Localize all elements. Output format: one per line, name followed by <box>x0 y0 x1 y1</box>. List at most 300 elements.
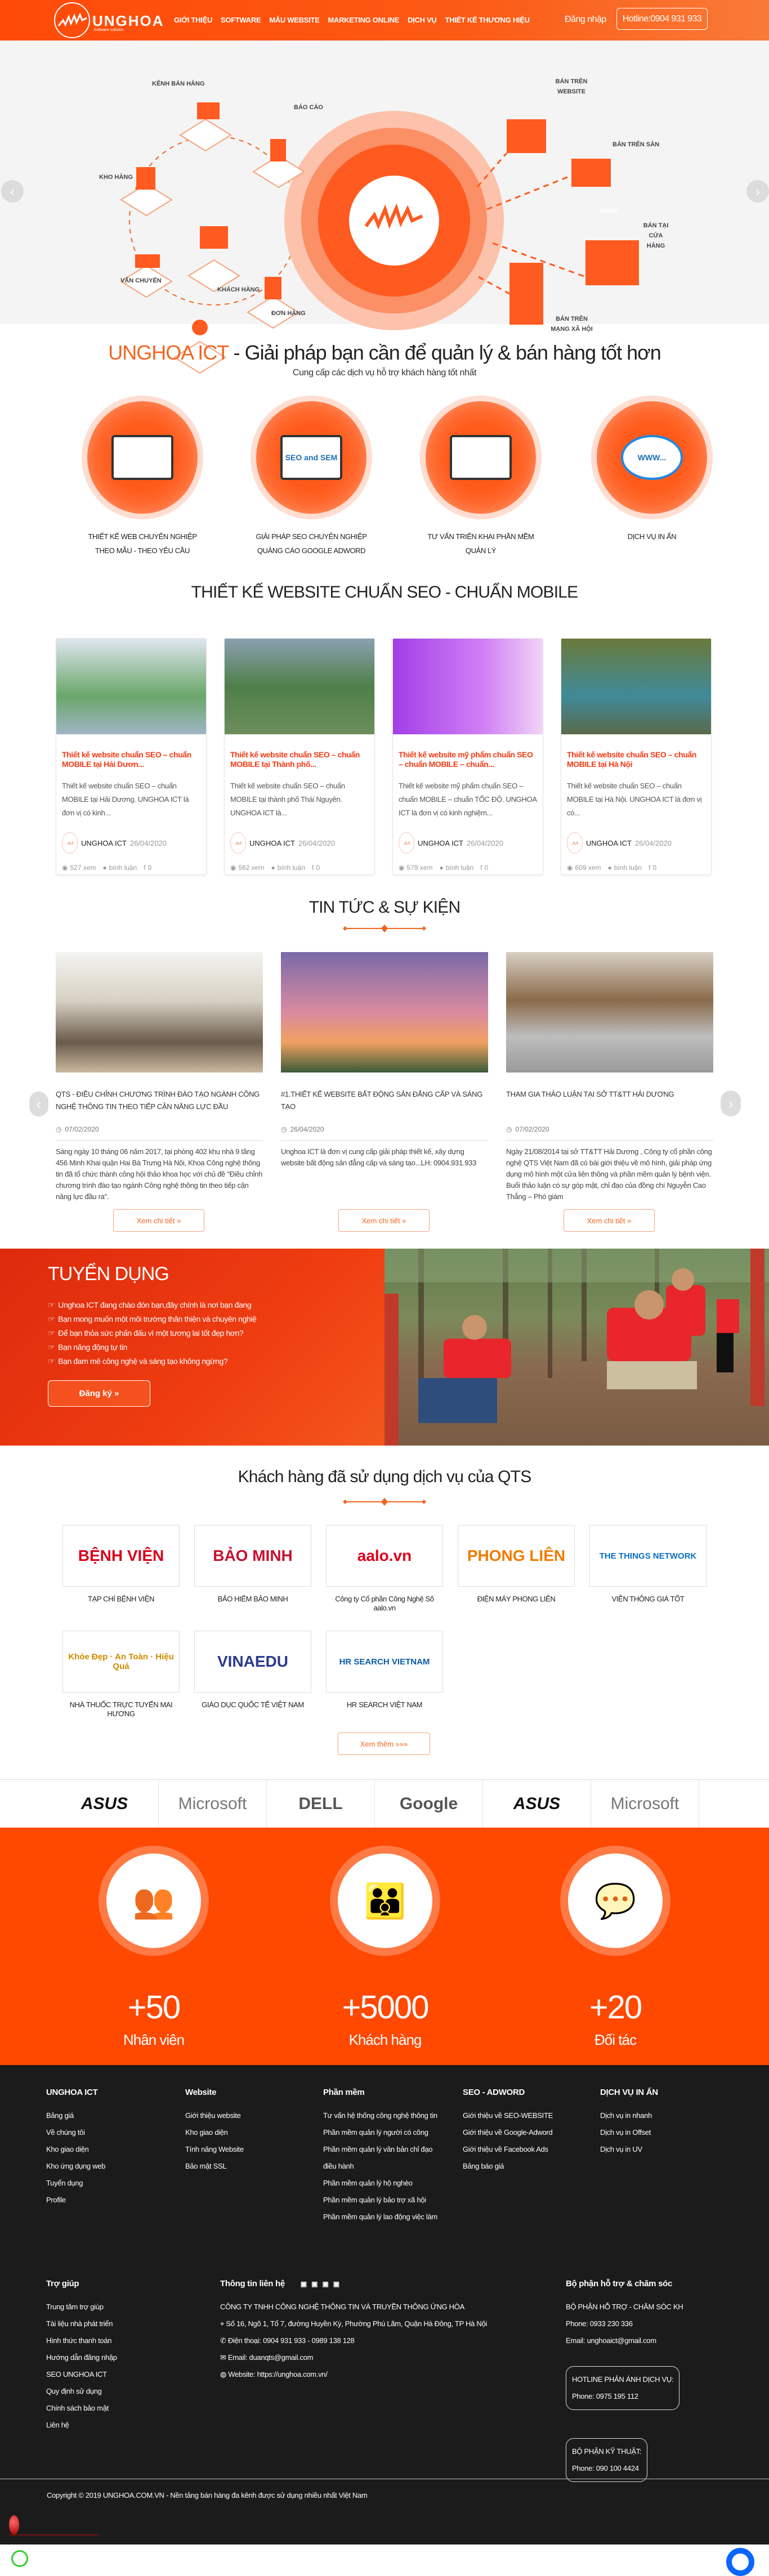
recruitment-list <box>48 1298 256 1368</box>
service-label <box>408 529 554 558</box>
news-excerpt: Ngày 21/08/2014 tại sở TT&TT Hải Dương , Công ty cổ phần công nghệ QTS Việt Nam đã có bài giới thiệu về mô hình, giải pháp ứng dụng mô hình một cửa liên thông và phần mềm quản lý bệnh viện. Buổi thảo luận có sự góp mặt, chỉ đạo của đồng chí Nguyễn Cao Thắng – Phó giám <box>506 1147 712 1201</box>
post-date: 26/04/2020 <box>634 838 672 847</box>
clock-icon: ◷ <box>506 1125 512 1133</box>
footer-contact-title <box>220 2279 547 2288</box>
client-logo-text: PHONG LIÊN <box>467 1547 566 1564</box>
hotline-phone: Phone: 0975 195 112 <box>572 2392 638 2400</box>
hero-illustration <box>0 41 769 324</box>
recruitment-item-text: Bạn năng động tự tin <box>58 1343 127 1352</box>
footer-help-title: Trợ giúp <box>46 2279 79 2288</box>
nav-item[interactable]: MARKETING ONLINE <box>328 16 400 24</box>
chevron-right-icon: › <box>755 182 761 200</box>
partner-logo[interactable] <box>591 1780 699 1828</box>
nav-item[interactable]: SOFTWARE <box>221 16 261 24</box>
client-name: VIỄN THÔNG GIÁ TỐT <box>611 1595 685 1603</box>
partner-logo[interactable] <box>267 1780 375 1828</box>
footer-link[interactable]: Giới thiệu về Google-Adword <box>463 2128 553 2137</box>
footer-link[interactable]: Phần mềm quản lý lao động việc làm <box>323 2213 437 2221</box>
hero-next-button[interactable] <box>746 180 769 203</box>
author-avatar-icon: ⩘⩘ <box>62 832 78 854</box>
eye-stat <box>567 864 601 872</box>
footer-link[interactable]: Kho ứng dụng web <box>46 2162 106 2170</box>
card-image[interactable] <box>561 639 711 734</box>
stat-item <box>531 1846 700 2049</box>
client-logo-text: aalo.vn <box>357 1547 412 1564</box>
client-logo[interactable] <box>194 1631 311 1693</box>
client-item[interactable] <box>458 1525 575 1604</box>
web-card[interactable] <box>392 638 543 875</box>
hero-label: BÁN TRÊN WEBSITE <box>555 78 588 95</box>
stat-label: Đối tác <box>594 2031 636 2048</box>
contact-title-text: Thông tin liên hệ <box>220 2279 285 2288</box>
devices-icon <box>87 401 198 514</box>
hero-label: BÁN TRÊN MẠNG XÃ HỘI <box>551 316 593 333</box>
client-item[interactable] <box>62 1525 180 1604</box>
author-name: UNGHOA ICT <box>249 838 295 847</box>
footer-link[interactable]: Kho giao diện <box>46 2145 89 2153</box>
email-text[interactable]: Email: duanqts@gmail.com <box>227 2353 314 2362</box>
client-item[interactable] <box>326 1525 443 1613</box>
map-pin-icon: ⌖ <box>220 2319 226 2328</box>
partner-logo[interactable] <box>483 1780 591 1828</box>
hero-label: VẬN CHUYỂN <box>120 277 162 284</box>
comment-icon: ● <box>439 864 444 872</box>
client-logo[interactable] <box>62 1525 180 1587</box>
recruitment-panel <box>0 1249 384 1446</box>
card-author <box>399 832 537 854</box>
logo-text[interactable]: UNGHOA <box>92 12 164 29</box>
seo-laptop-icon <box>256 401 366 514</box>
comment-icon: ● <box>271 864 275 872</box>
read-more-button[interactable]: Xem chi tiết » <box>564 1209 655 1232</box>
thumbs-up-icon: ☞ <box>48 1300 55 1309</box>
hero-label: KHO HÀNG <box>99 174 133 181</box>
logo-tagline: Software solution <box>93 28 124 32</box>
footer-link[interactable]: Tài liệu nhà phát triển <box>46 2319 113 2328</box>
partner-logo-text: Google <box>399 1794 458 1813</box>
twitter-icon[interactable]: ▣ <box>311 2280 323 2288</box>
footer-link[interactable]: Hướng dẫn đăng nhập <box>46 2353 117 2362</box>
service-image: SEO and SEM <box>280 435 342 480</box>
card-excerpt: Thiết kế website chuẩn SEO – chuẩn MOBILE tại Hải Dương. UNGHOA ICT là đơn vị có kinh... <box>62 782 189 817</box>
email[interactable] <box>220 2349 547 2366</box>
register-button[interactable]: Đăng ký » <box>48 1380 150 1407</box>
news-date <box>56 1125 263 1141</box>
card-title[interactable]: Thiết kế website chuẩn SEO – chuẩn MOBILE tại Hải Dươn... <box>62 750 191 769</box>
footer-link[interactable]: Bảo mật SSL <box>185 2162 227 2170</box>
partner-logo-text: DELL <box>298 1794 343 1813</box>
divider-ornament <box>339 925 430 932</box>
support-phone: Phone: 0933 230 336 <box>566 2319 633 2328</box>
footer-link[interactable]: Liên hệ <box>46 2421 69 2429</box>
hero-prev-button[interactable] <box>1 180 24 203</box>
footer-column <box>323 2088 444 2225</box>
footer-link[interactable]: Giới thiệu website <box>185 2111 241 2120</box>
support-title: Bộ phận hỗ trợ & chăm sóc <box>566 2279 673 2288</box>
recruitment-item-text: Bạn mong muốn một môi trường thân thiện và chuyên nghiệ <box>58 1314 257 1323</box>
footer-link[interactable]: Phần mềm quản lý văn bản chỉ đạo điều hành <box>323 2145 433 2170</box>
recruitment-item <box>48 1326 256 1340</box>
phone <box>220 2332 547 2349</box>
hero-label: BÁN TRÊN SÀN <box>612 141 660 148</box>
comments-count: bình luận <box>277 864 306 872</box>
divider-ornament <box>339 1498 430 1506</box>
footer-column-title: DỊCH VỤ IN ẤN <box>600 2088 658 2097</box>
post-date: 26/04/2020 <box>466 838 503 847</box>
stats-section <box>0 1828 769 2065</box>
login-link[interactable]: Đăng nhập <box>565 15 606 24</box>
service-label-line1: GIẢI PHÁP SEO CHUYÊN NGHIỆP <box>256 532 367 541</box>
chevron-left-icon: ‹ <box>10 182 15 200</box>
clock-icon: ◷ <box>281 1125 287 1133</box>
partner-logo-text: Microsoft <box>610 1794 679 1813</box>
news-date-text: 07/02/2020 <box>515 1125 549 1133</box>
mail-icon: ✉ <box>220 2353 228 2362</box>
service-item[interactable] <box>408 401 554 558</box>
customers-crowd-icon: 👪 <box>364 1882 406 1920</box>
web-card[interactable] <box>224 638 375 875</box>
nav-item[interactable]: THIẾT KẾ THƯƠNG HIỆU <box>445 16 530 24</box>
footer-link[interactable]: Tính năng Website <box>185 2145 244 2153</box>
chat-widget-icon[interactable] <box>11 2550 28 2567</box>
hotline-title: HOTLINE PHẢN ÁNH DỊCH VỤ: <box>572 2375 674 2384</box>
service-image: WWW... <box>621 435 683 480</box>
service-label-line2: THEO MẪU - THEO YÊU CẦU <box>95 546 190 555</box>
chevron-left-icon: ‹ <box>36 1095 42 1112</box>
recruitment-item <box>48 1354 256 1368</box>
footer-link[interactable]: Hình thức thanh toán <box>46 2336 112 2345</box>
main-nav <box>174 16 530 24</box>
card-stats <box>399 864 537 872</box>
card-title[interactable]: Thiết kế website chuẩn SEO – chuẩn MOBILE tại Hà Nội <box>567 750 696 769</box>
client-logo[interactable] <box>589 1525 707 1587</box>
footer-column <box>46 2088 159 2209</box>
views-count: 579 xem <box>406 864 433 872</box>
hero-label: KÊNH BÁN HÀNG <box>152 80 205 87</box>
client-item[interactable] <box>62 1631 180 1718</box>
card-image[interactable] <box>56 639 206 734</box>
news-excerpt: Sáng ngày 10 tháng 06 năm 2017, tại phòng 402 khu nhà 9 tầng 456 Minh Khai quận Hai Bà Trưng Hà Nội, Khoa Công nghệ thông tin đã tổ chức thành công hội thảo khoa học với chủ đề "Điều chỉnh chương trình đào tạo ngành Công nghệ thông tin theo tiếp cận năng lực đầu ra". <box>56 1147 263 1201</box>
footer-column-title: UNGHOA ICT <box>46 2088 98 2097</box>
footer-link[interactable]: SEO UNGHOA ICT <box>46 2370 107 2378</box>
footer-link[interactable]: Giới thiệu về SEO-WEBSITE <box>463 2111 553 2120</box>
nav-item[interactable]: MẪU WEBSITE <box>269 16 320 24</box>
card-excerpt: Thiết kế website mỹ phẩm chuẩn SEO – chuẩn MOBILE – chuẩn TỐC ĐỘ. UNGHOA ICT là đơn vị có kinh nghiệm... <box>399 782 537 817</box>
client-item[interactable] <box>589 1525 707 1604</box>
client-logo[interactable] <box>326 1525 443 1587</box>
comments-count: bình luận <box>445 864 474 872</box>
facebook-icon[interactable]: ▣ <box>300 2280 312 2288</box>
client-logo[interactable] <box>62 1631 180 1693</box>
globe-www-icon <box>597 401 707 514</box>
facebook-icon: f <box>144 864 146 872</box>
client-logo[interactable] <box>458 1525 575 1587</box>
facebook-stat <box>144 864 151 872</box>
hero-label: KHÁCH HÀNG <box>217 286 260 293</box>
client-logo-text: BỆNH VIỆN <box>78 1547 164 1564</box>
news-date <box>506 1125 713 1141</box>
news-prev-button[interactable] <box>29 1092 48 1116</box>
footer-link[interactable]: Dịch vụ in Offset <box>600 2128 651 2137</box>
footer-link[interactable]: Dịch vụ in nhanh <box>600 2111 652 2120</box>
client-item[interactable] <box>194 1631 311 1709</box>
stat-item <box>301 1846 470 2049</box>
web-section-title: THIẾT KẾ WEBSITE CHUẨN SEO - CHUẨN MOBILE <box>191 583 578 602</box>
hero-label: BÁO CÁO <box>294 104 323 111</box>
service-label-line2: QUẢN LÝ <box>465 546 497 555</box>
youtube-icon[interactable]: ▣ <box>333 2280 345 2288</box>
news-title[interactable]: QTS - ĐIỀU CHỈNH CHƯƠNG TRÌNH ĐÀO TẠO NGÀNH CÔNG NGHỆ THÔNG TIN THEO TIẾP CẬN NĂNG LỰC ĐẦU <box>56 1090 260 1111</box>
footer-link[interactable]: Quy định sử dụng <box>46 2387 102 2395</box>
apps-laptop-icon <box>426 401 536 514</box>
facebook-icon: f <box>649 864 651 872</box>
hero-label: BÁN TẠI CỬA HÀNG <box>643 222 669 249</box>
team-photo-image <box>384 1249 769 1446</box>
client-logo-text: VINAEDU <box>217 1653 288 1670</box>
post-date: 26/04/2020 <box>129 838 167 847</box>
card-image[interactable] <box>393 639 543 734</box>
eye-stat <box>62 864 96 872</box>
footer-link[interactable]: Phần mềm quản lý bảo trợ xã hội <box>323 2196 426 2204</box>
read-more-button[interactable]: Xem chi tiết » <box>338 1209 430 1232</box>
client-item[interactable] <box>194 1525 311 1604</box>
clock-icon: ◷ <box>56 1125 62 1133</box>
thumbs-up-icon: ☞ <box>48 1357 55 1366</box>
news-next-button[interactable] <box>721 1090 741 1116</box>
fb-count: 0 <box>147 864 152 872</box>
client-logo-text: HR SEARCH VIETNAM <box>339 1657 430 1667</box>
service-image <box>111 435 173 480</box>
card-stats <box>230 864 369 872</box>
news-section-title: TIN TỨC & SỰ KIỆN <box>309 898 460 917</box>
partner-logo[interactable] <box>51 1780 159 1828</box>
footer-link[interactable]: Bảng giá <box>46 2111 74 2120</box>
website[interactable] <box>220 2366 547 2383</box>
footer-link[interactable]: Bảng báo giá <box>463 2162 504 2170</box>
card-stats <box>62 864 200 872</box>
author-avatar-icon: ⩘⩘ <box>567 832 583 854</box>
see-more-button[interactable]: Xem thêm »»» <box>338 1733 430 1755</box>
news-item <box>281 952 488 1232</box>
logo-icon[interactable] <box>54 2 90 38</box>
service-label-line1: TƯ VẤN TRIỂN KHAI PHẦN MỀM <box>427 532 534 541</box>
globe-icon: ◍ <box>220 2370 229 2378</box>
comment-stat <box>608 864 642 872</box>
address <box>220 2315 547 2332</box>
fb-count: 0 <box>484 864 489 872</box>
footer-link[interactable]: Trung tâm trợ giúp <box>46 2303 104 2311</box>
news-image[interactable] <box>281 952 488 1072</box>
partner-logo[interactable] <box>375 1780 483 1828</box>
recruitment-item <box>48 1312 256 1326</box>
website-link[interactable]: Website: https://unghoa.com.vn/ <box>228 2370 328 2378</box>
client-logo[interactable] <box>194 1525 311 1587</box>
facebook-stat <box>312 864 320 872</box>
client-name: Công ty Cổ phần Công Nghệ Số aalo.vn <box>335 1595 434 1612</box>
tech-title: BỘ PHẬN KỸ THUẬT: <box>572 2447 642 2456</box>
client-name: GIÁO DỤC QUỐC TẾ VIỆT NAM <box>202 1700 304 1709</box>
footer-link[interactable]: Tư vấn hệ thống công nghệ thông tin <box>323 2111 437 2120</box>
hotline-button[interactable]: Hotline:0904 931 933 <box>616 8 708 30</box>
service-label-line1: DỊCH VỤ IN ẤN <box>627 532 677 541</box>
partners-strip <box>0 1779 769 1828</box>
service-label <box>579 529 725 544</box>
stat-value: +5000 <box>342 1989 428 2026</box>
chevron-right-icon: › <box>728 1094 734 1112</box>
company-name: CÔNG TY TNHH CÔNG NGHỆ THÔNG TIN VÀ TRUYỀN THÔNG ỨNG HÒA <box>220 2303 464 2311</box>
client-name: TẠP CHÍ BỆNH VIỆN <box>88 1595 154 1603</box>
hero-slider <box>0 41 769 333</box>
thumbs-up-icon: ☞ <box>48 1314 55 1323</box>
footer-column <box>600 2088 713 2158</box>
team-photo <box>384 1249 769 1446</box>
eye-icon: ◉ <box>62 864 68 872</box>
card-author <box>230 832 369 854</box>
footer-link[interactable]: Kho giao diện <box>185 2128 228 2137</box>
help-links <box>46 2299 117 2434</box>
news-image[interactable] <box>56 952 263 1072</box>
stat-label: Nhân viên <box>123 2031 185 2048</box>
eye-icon: ◉ <box>567 864 573 872</box>
author-name: UNGHOA ICT <box>81 838 127 847</box>
intro-title-text: - Giải pháp bạn cần để quản lý & bán hàng tốt hơn <box>228 341 661 364</box>
phone-text: Điện thoại: 0904 931 933 - 0989 138 128 <box>227 2336 355 2345</box>
stat-value: +50 <box>127 1989 180 2026</box>
client-logo[interactable] <box>326 1631 443 1693</box>
footer-link[interactable]: Chính sách bảo mật <box>46 2404 109 2412</box>
eye-icon: ◉ <box>399 864 405 872</box>
service-item[interactable] <box>238 401 384 558</box>
footer-column <box>463 2088 575 2175</box>
partner-chat-icon: 💬 <box>594 1882 637 1920</box>
facebook-stat <box>649 864 656 872</box>
facebook-icon: f <box>312 864 314 872</box>
service-label <box>238 529 384 558</box>
intro-brand: UNGHOA ICT <box>108 341 229 364</box>
author-name: UNGHOA ICT <box>418 838 463 847</box>
stat-label: Khách hàng <box>348 2031 422 2048</box>
news-image[interactable] <box>506 952 713 1072</box>
views-count: 609 xem <box>575 864 601 872</box>
facebook-icon: f <box>480 864 482 872</box>
footer-link[interactable]: Profile <box>46 2196 66 2204</box>
card-author <box>62 832 200 854</box>
comments-count: bình luận <box>109 864 137 872</box>
nav-item[interactable]: GIỚI THIỆU <box>174 16 213 24</box>
service-image <box>450 435 512 480</box>
web-card[interactable] <box>561 638 712 875</box>
hotline-box <box>566 2366 679 2410</box>
footer-contact <box>220 2279 547 2383</box>
card-excerpt: Thiết kế website chuẩn SEO – chuẩn MOBILE tại Hà Nội. UNGHOA ICT là đơn vị có... <box>567 782 702 817</box>
stat-circle <box>560 1846 670 1956</box>
footer-column-title: SEO - ADWORD <box>463 2088 525 2097</box>
footer-link[interactable]: Tuyển dụng <box>46 2179 83 2187</box>
service-label-line1: THIẾT KẾ WEB CHUYÊN NGHIỆP <box>88 532 197 541</box>
footer-column-title: Website <box>185 2088 217 2097</box>
client-name: NHÀ THUỐC TRỰC TUYẾN MAI HƯƠNG <box>69 1700 173 1718</box>
recruitment-item-text: Bạn đam mê công nghệ và sáng tạo không ngừng? <box>58 1357 228 1366</box>
hero-label: ĐƠN HÀNG <box>271 310 306 317</box>
card-title[interactable]: Thiết kế website chuẩn SEO – chuẩn MOBILE tại Thành phố... <box>230 750 360 769</box>
views-count: 562 xem <box>238 864 265 872</box>
footer-link[interactable]: Dịch vụ in UV <box>600 2145 642 2153</box>
footer-help <box>46 2279 117 2434</box>
client-logo-text: Khỏe Đẹp · An Toàn · Hiệu Quả <box>68 1652 174 1671</box>
footer-link[interactable]: Về chúng tôi <box>46 2128 85 2137</box>
fb-count: 0 <box>316 864 320 872</box>
comment-stat <box>271 864 306 872</box>
service-item[interactable] <box>579 401 725 544</box>
client-item[interactable] <box>326 1631 443 1709</box>
partner-logo[interactable] <box>159 1780 267 1828</box>
author-avatar-icon: ⩘⩘ <box>399 832 414 854</box>
staff-group-icon: 👥 <box>132 1882 175 1920</box>
intro-title <box>0 341 769 365</box>
tech-phone: Phone: 090 100 4424 <box>572 2464 639 2472</box>
service-label <box>69 529 216 558</box>
support-email[interactable]: Email: unghoaict@gmail.com <box>566 2336 656 2345</box>
card-stats <box>567 864 705 872</box>
facebook-stat <box>480 864 488 872</box>
partner-logo-text: ASUS <box>513 1794 561 1813</box>
nav-item[interactable]: DỊCH VỤ <box>408 16 437 24</box>
card-excerpt: Thiết kế website chuẩn SEO – chuẩn MOBILE tại thành phố Thái Nguyên. UNGHOA ICT là... <box>230 782 345 817</box>
news-date-text: 07/02/2020 <box>65 1125 99 1133</box>
counter-widget[interactable] <box>9 2515 99 2535</box>
client-name: HR SEARCH VIỆT NAM <box>346 1700 423 1709</box>
card-author <box>567 832 705 854</box>
messenger-widget-icon[interactable] <box>726 2548 754 2576</box>
card-title[interactable]: Thiết kế website mỹ phẩm chuẩn SEO – chuẩn MOBILE – chuẩn... <box>399 750 533 769</box>
phone-icon: ✆ <box>220 2336 228 2345</box>
comments-count: bình luận <box>614 864 642 872</box>
web-card[interactable] <box>56 638 207 875</box>
client-name: BẢO HIỂM BẢO MINH <box>217 1595 288 1603</box>
recruitment-item <box>48 1340 256 1354</box>
eye-stat <box>230 864 265 872</box>
header <box>0 0 769 41</box>
support-dept: BỘ PHẬN HỖ TRỢ - CHĂM SÓC KH <box>566 2303 683 2311</box>
news-title[interactable]: #1.THIẾT KẾ WEBSITE BẤT ĐỘNG SẢN ĐẲNG CẤP VÀ SÁNG TẠO <box>281 1090 483 1111</box>
comment-stat <box>440 864 474 872</box>
news-title[interactable]: THAM GIA THẢO LUẬN TẠI SỞ TT&TT HẢI DƯƠNG <box>506 1090 674 1098</box>
intro-subtitle: Cung cấp các dịch vụ hỗ trợ khách hàng tốt nhất <box>292 368 477 378</box>
service-item[interactable] <box>69 401 216 558</box>
footer-link[interactable]: Phần mềm quản lý người có công <box>323 2128 428 2137</box>
eye-stat <box>399 864 433 872</box>
footer <box>0 2065 769 2544</box>
news-excerpt: Unghoa ICT là đơn vị cung cấp giải pháp thiết kế, xây dựng website bất động sản đẳng cấp và sáng tạo...LH: 0904.931.933 <box>281 1147 476 1167</box>
footer-support <box>566 2279 683 2482</box>
google-plus-icon[interactable]: ▣ <box>322 2280 333 2288</box>
author-avatar-icon: ⩘⩘ <box>230 832 246 854</box>
recruitment-title: TUYỂN DỤNG <box>48 1263 169 1285</box>
news-date <box>281 1125 488 1141</box>
card-image[interactable] <box>225 639 374 734</box>
shop-sign: SHOP <box>600 208 618 214</box>
footer-link[interactable]: Giới thiệu về Facebook Ads <box>463 2145 548 2153</box>
views-count: 527 xem <box>70 864 96 872</box>
footer-link[interactable]: Phần mềm quản lý hộ nghèo <box>323 2179 413 2187</box>
client-logo-text: BẢO MINH <box>213 1547 293 1564</box>
client-name: ĐIỆN MÁY PHONG LIÊN <box>477 1595 556 1603</box>
address-text: Số 16, Ngõ 1, Tổ 7, đường Huyền Kỳ, Phường Phú Lãm, Quận Hà Đông, TP Hà Nội <box>226 2319 487 2328</box>
thumbs-up-icon: ☞ <box>48 1343 55 1352</box>
fb-count: 0 <box>652 864 657 872</box>
read-more-button[interactable]: Xem chi tiết » <box>113 1209 204 1232</box>
author-name: UNGHOA ICT <box>586 838 632 847</box>
